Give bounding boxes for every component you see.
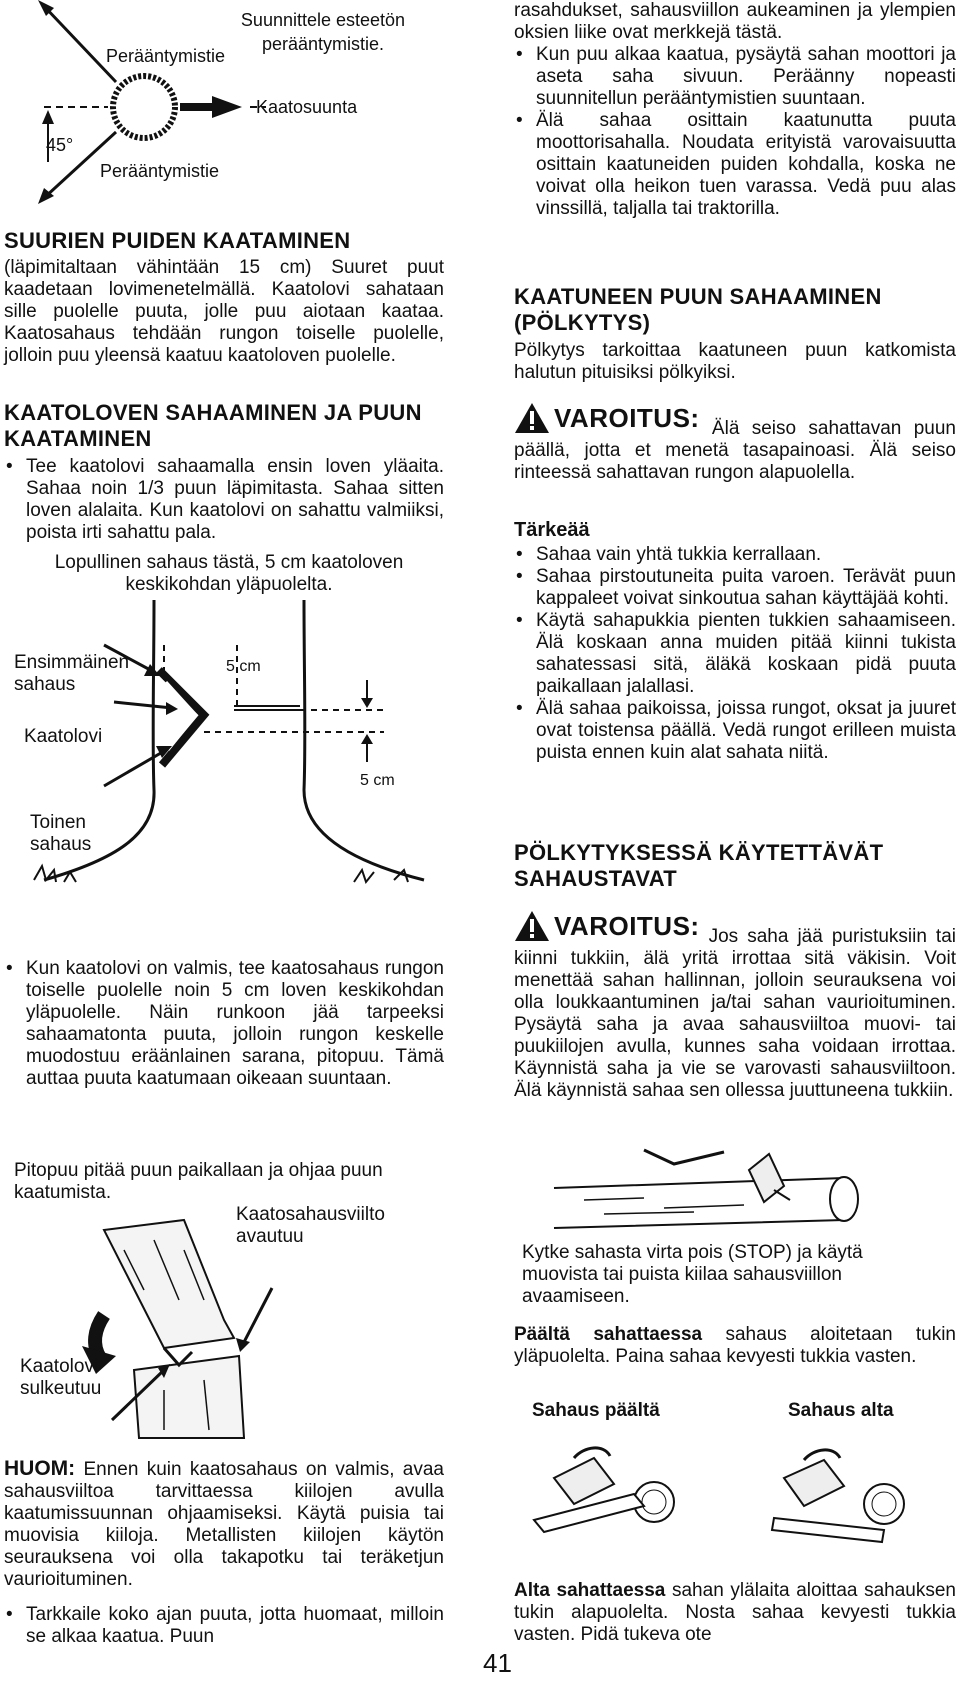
plan-retreat-note: Suunnittele esteetön perääntymistie. — [240, 10, 406, 54]
notch-diagram — [4, 552, 444, 900]
warning-1-text: Älä seiso sahattavan puun päällä, jotta et menetä tasapainoasi. Älä seiso rinteessä sahattavan rungon alapuolella. — [514, 418, 956, 483]
warning-triangle-icon — [514, 402, 550, 434]
important-heading: Tärkeää — [514, 519, 590, 541]
watch-list — [4, 1604, 444, 1648]
bucking-text: Pölkytys tarkoittaa kaatuneen puun katkomista halutun pituisiksi pölkyiksi. — [514, 340, 956, 383]
retreat-path-diagram — [4, 0, 444, 210]
chainsaw-cutting-illustration — [514, 1438, 956, 1548]
fall-direction-label: Kaatosuunta — [256, 97, 358, 117]
warning-triangle-icon — [514, 910, 550, 942]
list-item: • Kun kaatolovi on valmis, tee kaatosahaus rungon toiselle puolelle noin 5 cm loven keskikohdan yläpuolelle. Näin runkoon jää tarpeeksi sahaamatonta puuta, jolloin rungon keskelle muodostuu eräänlainen sarana, pitopuu. Tämä auttaa puuta kaatumaan oikeaan suuntaan. — [4, 958, 444, 1090]
cut-top-label: Sahaus päältä — [532, 1400, 660, 1421]
list-item: • Älä sahaa paikoissa, joissa rungot, oksat ja juuret ovat toistensa päällä. Vedä rungot erilleen muista puista ennen kuin alat sahata niitä. — [514, 698, 956, 764]
warning-2-head — [514, 910, 700, 942]
list-item: • Älä sahaa osittain kaatunutta puuta moottorisahalla. Noudata erityistä varovaisuutta osittain kaatuneiden puiden kohdalla, koska ne voivat olla heikon tuen varassa. Vedä puu alas vinssillä, taljalla tai traktorilla. — [514, 110, 956, 220]
list-item: • Tee kaatolovi sahaamalla ensin loven yläaita. Sahaa noin 1/3 puun läpimitasta. Sahaa sitten loven alalaita. Kun kaatolovi on sahattu valmiiksi, poista irti sahattu pala. — [4, 456, 444, 544]
retreat-label-bottom: Perääntymistie — [100, 161, 220, 181]
list-item: • Kun puu alkaa kaatua, pysäytä sahan moottori ja aseta saha sivuun. Peräänny nopeasti suunnitellun perääntymistien suuntaan. — [514, 44, 956, 110]
wedge-caption: Kytke sahasta virta pois (STOP) ja käytä muovista tai puista kiilaa sahausviillon avaamiseen. — [522, 1242, 863, 1307]
notch-heading: KAATOLOVEN SAHAAMINEN JA PUUN KAATAMINEN — [4, 400, 422, 451]
undercut-label: Alta sahattaessa — [514, 1580, 666, 1601]
notch-list — [4, 456, 444, 544]
second-cut-label: Toinen sahaus — [30, 812, 92, 855]
angle-label: 45° — [46, 135, 74, 155]
list-item: • Käytä sahapukkia pienten tukkien sahaamiseen. Älä koskaan anna muiden pitää kiinni tukista sahatessasi sitä, äläkä koskaan pidä puuta paikallaan jalallasi. — [514, 610, 956, 698]
felling-list — [4, 958, 444, 1090]
undercut-text: sahan ylälaita aloittaa sahauksen tukin alapuolelta. Nosta sahaa kevyesti tukkia vasten. Pidä tukeva ote — [514, 1580, 957, 1645]
notch-label: Kaatolovi — [24, 726, 103, 747]
cut-bottom-label: Sahaus alta — [788, 1400, 894, 1421]
warning-1 — [514, 402, 956, 484]
hinge-diagram — [4, 1160, 444, 1440]
list-item: • Sahaa vain yhtä tukkia kerrallaan. — [514, 544, 956, 566]
cut-opens-label: Kaatosahausviilto avautuu — [236, 1204, 385, 1247]
retreat-label-top: Perääntymistie — [106, 46, 226, 66]
wedge-illustration — [544, 1150, 960, 1240]
list-item: • Tarkkaile koko ajan puuta, jotta huomaat, milloin se alkaa kaatua. Puun — [4, 1604, 444, 1648]
note-text: Ennen kuin kaatosahaus on valmis, avaa sahausviiltoa tarvittaessa kiilojen avulla kaatumissuunnan ohjaamiseksi. Käytä puisia tai muovisia kiiloja. Metallisten kiilojen käytön seurauksena voi olla takapotku tai teräketjun vaurioituminen. — [4, 1459, 444, 1590]
five-cm-side-label: 5 cm — [360, 772, 395, 789]
five-cm-top-label: 5 cm — [226, 658, 261, 675]
warning-1-word: VAROITUS: — [554, 403, 700, 433]
warning-2-word: VAROITUS: — [554, 911, 700, 941]
note-paragraph — [4, 1458, 444, 1591]
large-trees-text: (läpimitaltaan vähintään 15 cm) Suuret puut kaadetaan lovimenetelmällä. Kaatolovi sahataan sille puolelle puuta, jolle puu aiotaan kaataa. Kaatosahaus tehdään rungon toiselle puolelle, jolloin puu yleensä kaatuu kaatoloven puolelle. — [4, 257, 444, 366]
overcut-paragraph — [514, 1324, 956, 1368]
falling-safety-list — [514, 44, 956, 220]
overcut-label: Päältä sahattaessa — [514, 1324, 703, 1345]
log-wedge-illustration — [544, 1150, 960, 1240]
first-cut-label: Ensimmäinen sahaus — [14, 652, 130, 695]
warning-2-text: Jos saha jää puristuksiin tai kiinni tukkiin, älä yritä irrottaa sitä väkisin. Voit menettää sahan hallinnan, jolloin seurauksena voi olla loukkaantuminen ja/tai sahan vaurioituminen. Pysäytä saha ja avaa sahausviiltoa muovi- tai puukiilojen avulla, kunnes saha voidaan irrottaa. Käynnistä saha ja vie se varovasti sahausviiltoon. Älä käynnistä sahaa sen ollessa juuttuneena tukkiin. — [514, 926, 956, 1101]
continued-text: rasahdukset, sahausviillon aukeaminen ja ylempien oksien liike ovat merkkejä tästä. — [514, 0, 956, 43]
techniques-heading: PÖLKYTYKSESSÄ KÄYTETTÄVÄT SAHAUSTAVAT — [514, 840, 884, 891]
important-list — [514, 544, 956, 764]
final-cut-label: Lopullinen sahaus tästä, 5 cm kaatoloven keskikohdan yläpuolelta. — [54, 552, 404, 595]
warning-1-head — [514, 402, 700, 434]
large-trees-heading: SUURIEN PUIDEN KAATAMINEN — [4, 228, 351, 253]
page-number: 41 — [483, 1648, 512, 1678]
hinge-note: Pitopuu pitää puun paikallaan ja ohjaa puun kaatumista. — [14, 1160, 383, 1203]
note-label: HUOM: — [4, 1457, 76, 1480]
overcut-text: sahaus aloitetaan tukin yläpuolelta. Paina sahaa kevyesti tukkia vasten. — [514, 1324, 957, 1367]
notch-closes-label: Kaatolovi sulkeutuu — [20, 1356, 102, 1399]
cutting-methods-illustration — [514, 1438, 956, 1548]
list-item: • Sahaa pirstoutuneita puita varoen. Terävät puun kappaleet voivat sinkoutua sahan käyttäjää kohti. — [514, 566, 956, 610]
warning-2 — [514, 910, 956, 1102]
undercut-paragraph — [514, 1580, 956, 1646]
bucking-heading: KAATUNEEN PUUN SAHAAMINEN (PÖLKYTYS) — [514, 284, 882, 335]
